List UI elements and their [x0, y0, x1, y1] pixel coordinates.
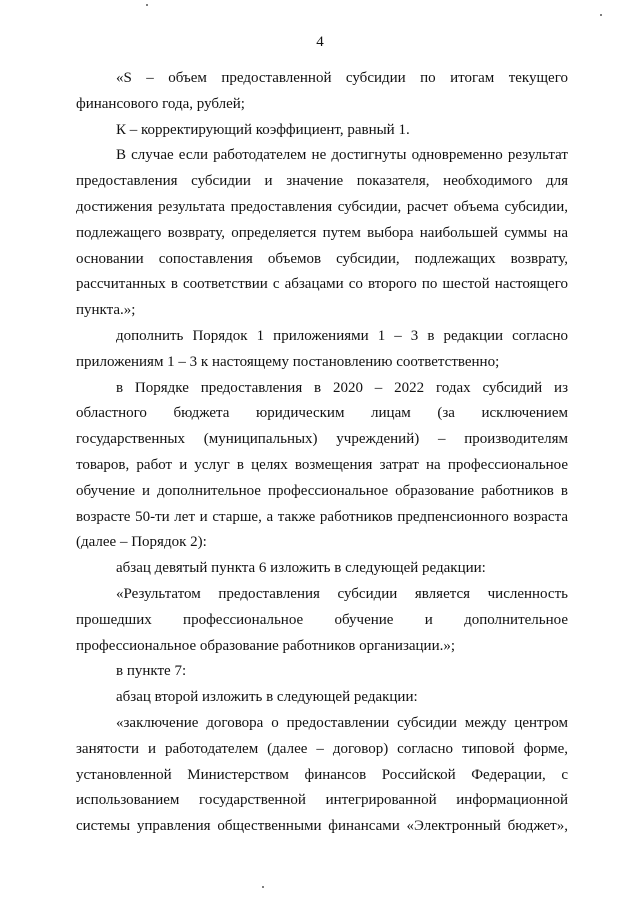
text-line: подлежащего возврату, определяется путем выбора наибольшей суммы на [76, 224, 568, 241]
text-line: финансового года, рублей; [76, 95, 245, 112]
text-line: в пункте 7: [116, 663, 187, 680]
text-line: достижения результата предоставления субсидии, расчет объема субсидии, [76, 198, 568, 215]
text-line: в Порядке предоставления в 2020 – 2022 годах субсидий из [116, 379, 568, 396]
text-line: системы управления общественными финансами «Электронный бюджет», [76, 818, 568, 835]
text-line: «S – объем предоставленной субсидии по итогам текущего [116, 70, 568, 86]
text-line: занятости и работодателем (далее – договор) согласно типовой форме, [76, 740, 568, 757]
text-line: прошедших профессиональное обучение и дополнительное [76, 611, 568, 628]
text-line: основании сопоставления объемов субсидии, подлежащих возврату, [76, 250, 568, 267]
text-line: областного бюджета юридическим лицам (за исключением [76, 405, 568, 422]
text-line: профессиональное образование работников организации.»; [76, 637, 456, 654]
text-line: обучение и дополнительное профессиональное образование работников в [76, 482, 568, 499]
scan-speck [262, 886, 264, 888]
text-line: государственных (муниципальных) учреждений) – производителям [76, 431, 568, 448]
text-line: дополнить Порядок 1 приложениями 1 – 3 в редакции согласно [116, 327, 568, 344]
text-line: В случае если работодателем не достигнуты одновременно результат [116, 147, 568, 164]
text-line: «заключение договора о предоставлении субсидии между центром [116, 714, 568, 731]
text-line: (далее – Порядок 2): [76, 534, 207, 551]
text-line: использованием государственной интегрированной информационной [76, 792, 568, 809]
text-line: рассчитанных в соответствии с абзацами со второго по шестой настоящего [76, 276, 568, 293]
scan-speck [146, 4, 148, 6]
text-line: абзац девятый пункта 6 изложить в следующей редакции: [116, 560, 486, 577]
scan-speck [600, 14, 602, 16]
document-body [76, 66, 568, 840]
text-line: предоставления субсидии и значение показателя, необходимого для [76, 173, 568, 190]
text-line: «Результатом предоставления субсидии является численность [116, 585, 568, 602]
text-line: возрасте 50-ти лет и старше, а также работников предпенсионного возраста [76, 508, 568, 525]
text-line: К – корректирующий коэффициент, равный 1. [116, 121, 410, 138]
page-number: 4 [316, 34, 324, 50]
text-line: установленной Министерством финансов Российской Федерации, с [76, 766, 568, 783]
text-line: приложениям 1 – 3 к настоящему постановлению соответственно; [76, 353, 500, 370]
text-line: абзац второй изложить в следующей редакции: [116, 689, 418, 706]
text-line: пункта.»; [76, 302, 136, 319]
text-line: товаров, работ и услуг в целях возмещения затрат на профессиональное [76, 456, 568, 473]
